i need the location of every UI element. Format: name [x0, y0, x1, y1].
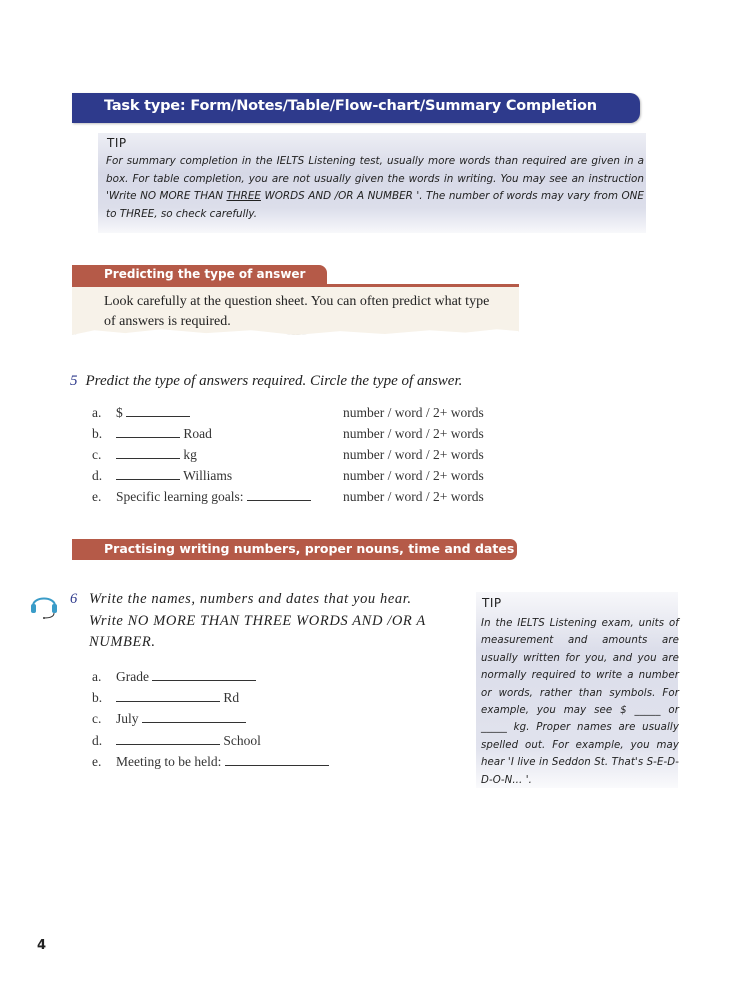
answer-type-options[interactable]: number / word / 2+ words	[343, 468, 484, 483]
task-type-banner	[72, 93, 640, 123]
item-letter: d.	[92, 468, 103, 483]
item-text: Rd	[220, 690, 240, 706]
tip-title: TIP	[107, 136, 127, 150]
answer-blank[interactable]	[116, 468, 180, 480]
item-text: $	[116, 405, 127, 420]
predicting-heading: Predicting the type of answer	[104, 267, 306, 281]
item-letter: c.	[92, 711, 102, 727]
tip-text: WORDS AND /OR A NUMBER '. The number of words may vary from ONE to THREE, so check carefully.	[106, 190, 644, 220]
list-item	[92, 711, 452, 732]
answer-type-options[interactable]: number / word / 2+ words	[343, 489, 484, 504]
answer-blank[interactable]	[247, 489, 311, 501]
question-6-items	[92, 669, 452, 775]
answer-type-options[interactable]: number / word / 2+ words	[343, 405, 484, 420]
tip-body	[106, 153, 644, 223]
item-stem	[116, 690, 239, 706]
item-stem	[116, 733, 261, 749]
answer-blank[interactable]	[152, 669, 256, 681]
tip-text: For summary completion in the IELTS Listening test, usually more words than required are given in a box. For table completion, you are not usually given the words in writing. You may see an instruction 'Write NO MORE THAN	[106, 155, 644, 203]
question-text: Write the names, numbers and dates that you hear. Write NO MORE THAN THREE WORDS AND /OR A NUMBER.	[89, 591, 426, 650]
item-letter: b.	[92, 690, 103, 706]
question-5-items	[92, 405, 512, 510]
question-5-instruction	[70, 373, 462, 390]
practising-heading: Practising writing numbers, proper nouns, time and dates	[104, 541, 515, 556]
list-item	[92, 426, 512, 447]
tip-title: TIP	[482, 596, 502, 610]
item-letter: a.	[92, 405, 102, 420]
list-item	[92, 468, 512, 489]
item-text: Road	[180, 426, 212, 441]
answer-type-options[interactable]: number / word / 2+ words	[343, 426, 484, 441]
predicting-divider	[72, 284, 519, 287]
item-text: July	[116, 711, 142, 727]
question-number: 5	[70, 373, 78, 389]
list-item	[92, 669, 452, 690]
answer-blank[interactable]	[116, 426, 180, 438]
list-item	[92, 690, 452, 711]
item-stem	[116, 447, 197, 463]
item-stem	[116, 426, 212, 442]
predicting-text: Look carefully at the question sheet. You can often predict what type of answers is required.	[104, 294, 490, 329]
item-text: Specific learning goals:	[116, 489, 247, 504]
task-type-title: Task type: Form/Notes/Table/Flow-chart/Summary Completion	[104, 98, 597, 114]
item-text: Meeting to be held:	[116, 753, 225, 769]
item-letter: e.	[92, 753, 102, 769]
item-text: Grade	[116, 669, 153, 684]
item-stem	[116, 711, 246, 727]
page-number: 4	[37, 938, 47, 953]
tip-underlined-word: THREE	[226, 190, 261, 203]
answer-blank[interactable]	[126, 405, 190, 417]
tip-box-units	[476, 592, 678, 788]
item-stem	[116, 468, 232, 484]
item-letter: b.	[92, 426, 103, 441]
answer-blank[interactable]	[142, 711, 246, 723]
headphones-icon[interactable]	[29, 590, 59, 620]
item-stem	[116, 754, 329, 770]
predicting-heading-tab	[72, 265, 327, 285]
item-stem	[116, 669, 256, 685]
practising-heading-banner	[72, 539, 517, 560]
item-stem	[116, 489, 311, 505]
tip-body: In the IELTS Listening exam, units of measurement and amounts are usually written for you, and you are normally required to write a number or words, rather than symbols. For example, you may see $ _____ or _____ kg. Proper names are usually spelled out. For example, you may hear 'I live in Seddon St. That's S-E-D-D-O-N... '.	[481, 618, 679, 786]
list-item	[92, 447, 512, 468]
question-6-instruction	[70, 589, 432, 650]
question-number: 6	[70, 591, 78, 607]
answer-type-options[interactable]: number / word / 2+ words	[343, 447, 484, 462]
answer-blank[interactable]	[225, 754, 329, 766]
item-stem	[116, 405, 190, 421]
list-item	[92, 733, 452, 754]
tip-box-summary	[98, 133, 646, 233]
answer-blank[interactable]	[116, 733, 220, 745]
item-text: School	[220, 732, 261, 748]
item-letter: c.	[92, 447, 102, 462]
item-text: Williams	[180, 468, 233, 483]
item-letter: e.	[92, 489, 102, 504]
item-letter: a.	[92, 669, 102, 684]
answer-blank[interactable]	[116, 447, 180, 459]
list-item	[92, 489, 512, 510]
item-letter: d.	[92, 732, 103, 748]
item-text: kg	[180, 447, 197, 462]
question-text: Predict the type of answers required. Circle the type of answer.	[85, 373, 463, 389]
answer-blank[interactable]	[116, 690, 220, 702]
list-item	[92, 405, 512, 426]
list-item	[92, 754, 452, 775]
